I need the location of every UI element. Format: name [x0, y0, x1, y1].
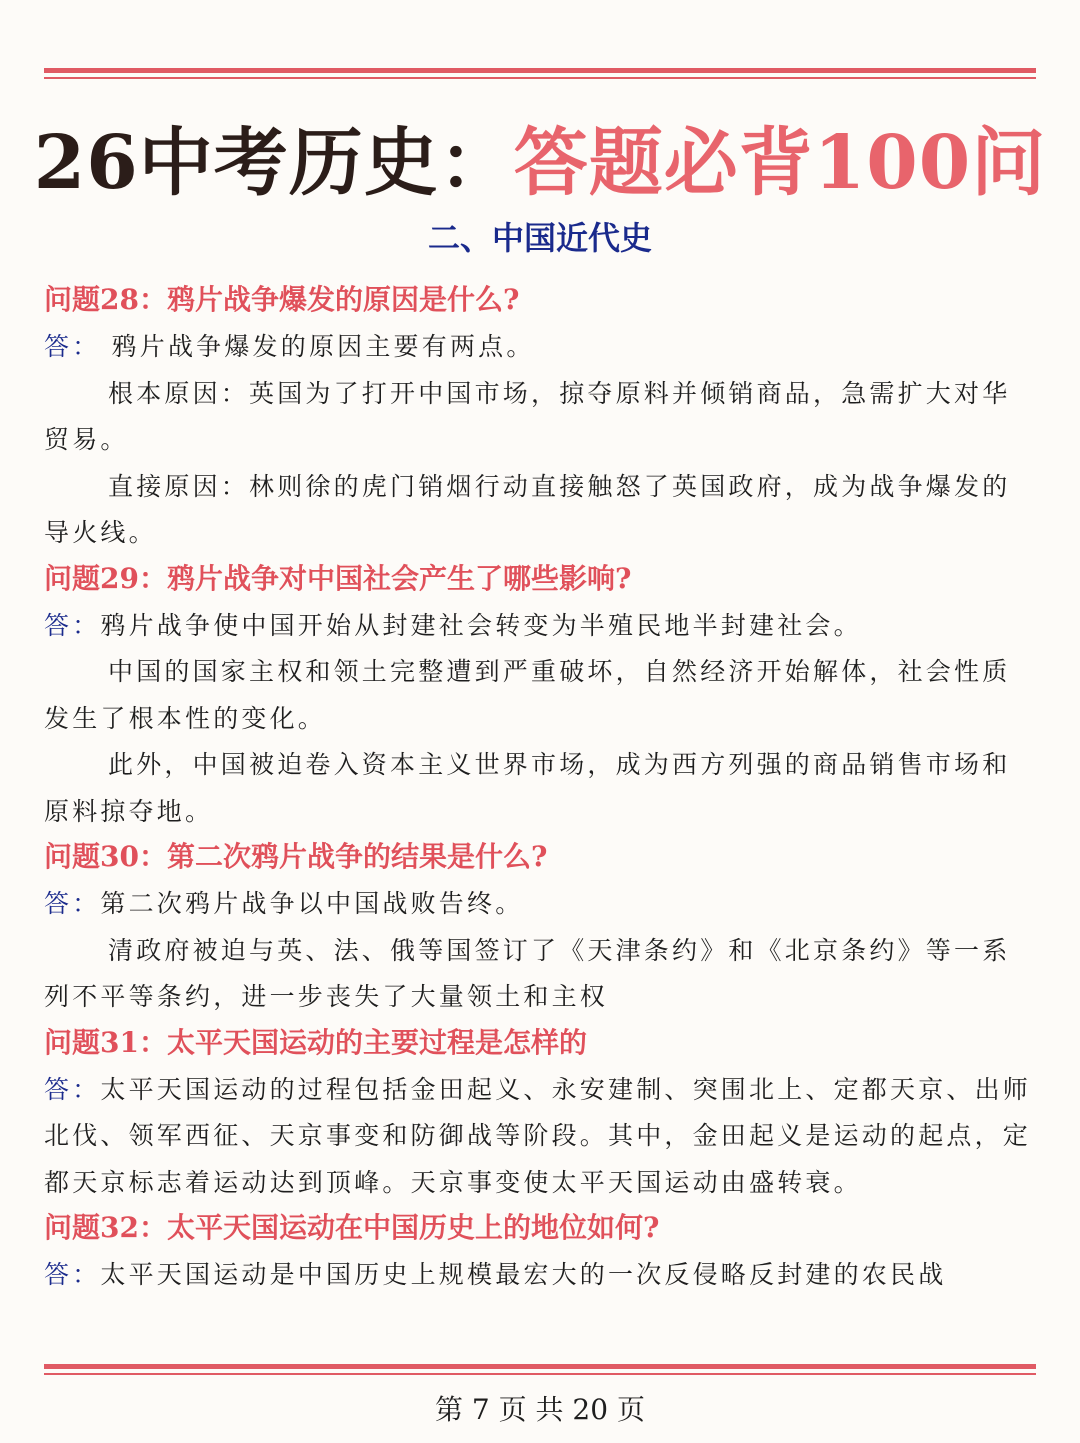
page-title — [0, 120, 1080, 206]
top-divider — [44, 68, 1036, 79]
answer-paragraph: 中国的国家主权和领土完整遭到严重破坏，自然经济开始解体，社会性质发生了根本性的变化。 — [44, 657, 1011, 733]
question-32: 问题32：太平天国运动在中国历史上的地位如何? — [44, 1211, 660, 1244]
answer-label: 答： — [44, 332, 101, 361]
answer-text: 第二次鸦片战争以中国战败告终。 — [100, 889, 524, 918]
answer-paragraph: 直接原因：林则徐的虎门销烟行动直接触怒了英国政府，成为战争爆发的导火线。 — [44, 471, 1011, 547]
title-highlight: 答题必背100问 — [513, 120, 1047, 206]
qa-content — [44, 278, 1036, 1299]
question-29: 问题29：鸦片战争对中国社会产生了哪些影响? — [44, 561, 632, 595]
answer-label: 答： — [44, 889, 101, 918]
answer-30 — [44, 881, 1036, 928]
question-31: 问题31：太平天国运动的主要过程是怎样的 — [44, 1025, 587, 1059]
section-heading: 二、中国近代史 — [427, 219, 652, 257]
bottom-divider — [44, 1364, 1036, 1375]
answer-text: 太平天国运动是中国历史上规模最宏大的一次反侵略反封建的农民战 — [100, 1260, 947, 1289]
answer-29 — [44, 603, 1036, 650]
answer-32 — [44, 1252, 1036, 1299]
question-28: 问题28：鸦片战争爆发的原因是什么? — [44, 283, 520, 316]
answer-label: 答： — [44, 1074, 101, 1104]
answer-28 — [44, 324, 1036, 371]
answer-text: 鸦片战争使中国开始从封建社会转变为半殖民地半封建社会。 — [100, 610, 862, 640]
answer-paragraph: 清政府被迫与英、法、俄等国签订了《天津条约》和《北京条约》等一系列不平等条约，进一步丧失了大量领土和主权 — [44, 935, 1011, 1011]
page-number: 第 7 页 共 20 页 — [435, 1393, 645, 1426]
answer-31 — [44, 1067, 1036, 1207]
answer-label: 答： — [44, 1260, 101, 1289]
answer-paragraph: 根本原因：英国为了打开中国市场，掠夺原料并倾销商品，急需扩大对华贸易。 — [44, 378, 1011, 454]
answer-text: 鸦片战争爆发的原因主要有两点。 — [100, 332, 535, 361]
answer-label: 答： — [44, 610, 101, 640]
title-prefix: 26中考历史： — [33, 120, 514, 206]
answer-paragraph: 此外，中国被迫卷入资本主义世界市场，成为西方列强的商品销售市场和原料掠夺地。 — [44, 750, 1011, 826]
answer-text: 太平天国运动的过程包括金田起义、永安建制、突围北上、定都天京、出师北伐、领军西征、天京事变和防御战等阶段。其中，金田起义是运动的起点，定都天京标志着运动达到顶峰。天京事变使太平天国运动由盛转衰。 — [44, 1074, 1032, 1197]
question-30: 问题30：第二次鸦片战争的结果是什么? — [44, 840, 548, 873]
